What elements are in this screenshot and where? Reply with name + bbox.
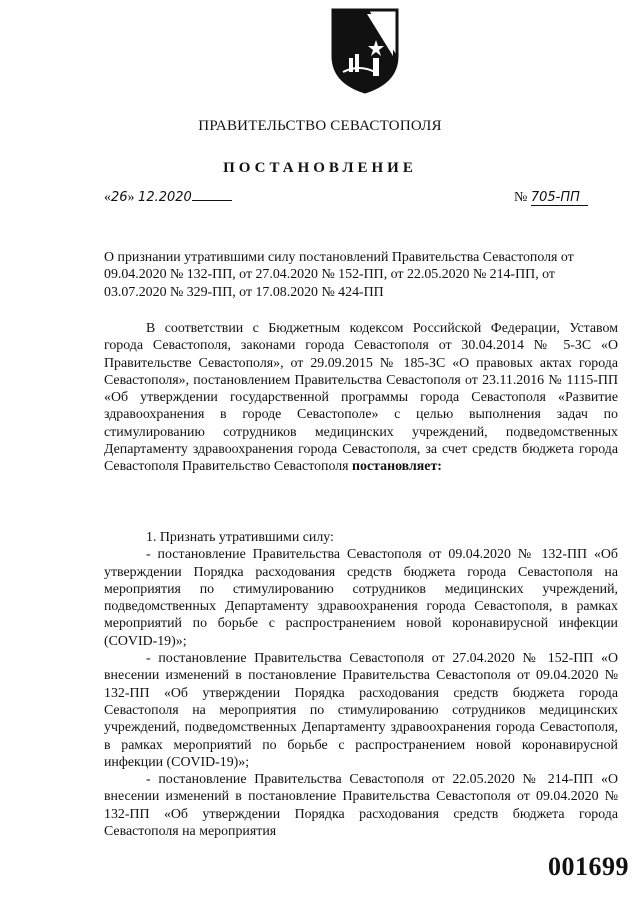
list-item: - постановление Правительства Севастополя от 27.04.2020 № 152-ПП «О внесении изменений в постановление Правительства Севастополя от 09.04.2020 № 132-ПП «Об утверждении Порядка расходования средств бюджета города Севастополя на мероприятия по стимулированию сотрудников медицинских учреждений, подведомственных Департаменту здравоохранения города Севастополя, в рамках мероприятий по борьбе с распространением новой коронавирусной инфекции (COVID-19)»; [104, 651, 618, 770]
item-1: 1. Признать утратившими силу: [146, 530, 334, 545]
government-title: ПРАВИТЕЛЬСТВО СЕВАСТОПОЛЯ [198, 118, 442, 134]
date-day: 26 [111, 190, 128, 205]
document-subject: О признании утратившими силу постановлений Правительства Севастополя от 09.04.2020 № 132-ПП, от 27.04.2020 № 152-ПП, от 22.05.2020 № 214-ПП, от 03.07.2020 № 329-ПП, от 17.08.2020 № 424-ПП [104, 250, 574, 300]
number-label: № [514, 190, 528, 205]
document-date [104, 190, 232, 206]
date-month-year: 12.2020 [138, 190, 192, 205]
date-close-quote: » [127, 190, 135, 205]
preamble-text: В соответствии с Бюджетным кодексом Российской Федерации, Уставом города Севастополя, законами города Севастополя от 30.04.2014 № 5-ЗС «О Правительстве Севастополя», от 29.09.2015 № 185-ЗС «О правовых актах города Севастополя», постановлением Правительства Севастополя от 23.11.2016 № 1115-ПП «Об утверждении государственной программы города Севастополя «Развитие здравоохранения в городе Севастополе» с целью выполнения задач по стимулированию сотрудников медицинских учреждений, подведомственных Департаменту здравоохранения города Севастополя, за счет средств бюджета города Севастополя Правительство Севастополя [104, 321, 618, 475]
decree-word: постановляет: [352, 459, 442, 475]
number-value: 705-ПП [531, 190, 588, 206]
date-underline [192, 190, 232, 201]
date-open-quote: « [104, 190, 111, 205]
document-type-title: ПОСТАНОВЛЕНИЕ [223, 160, 417, 176]
list-item: - постановление Правительства Севастополя от 09.04.2020 № 132-ПП «Об утверждении Порядка расходования средств бюджета города Севастополя на мероприятия по стимулированию сотрудников медицинских учреждений, подведомственных Департаменту здравоохранения города Севастополя, в рамках мероприятий по борьбе с распространением новой коронавирусной инфекции (COVID-19)»; [104, 547, 618, 649]
list-item: - постановление Правительства Севастополя от 22.05.2020 № 214-ПП «О внесении изменений в постановление Правительства Севастополя от 09.04.2020 № 132-ПП «Об утверждении Порядка расходования средств бюджета города Севастополя на мероприятия [104, 772, 618, 840]
sevastopol-coat-of-arms-icon [329, 6, 401, 94]
preamble-paragraph [104, 320, 618, 476]
document-number [514, 190, 588, 206]
serial-number: 001699 [548, 852, 629, 881]
decree-items [104, 529, 618, 840]
